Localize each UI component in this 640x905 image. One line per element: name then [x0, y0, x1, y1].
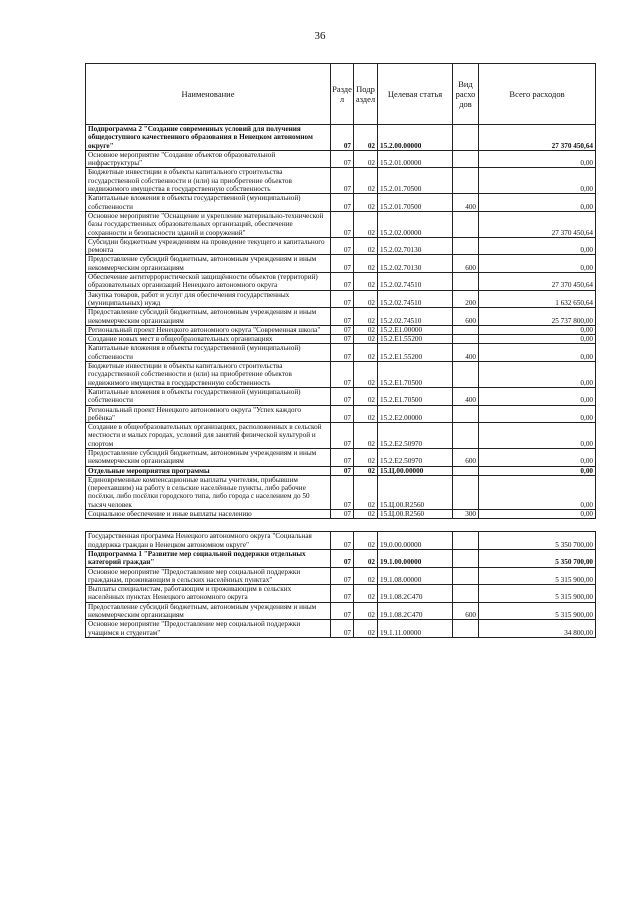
row-name: Капитальные вложения в объекты государственной (муниципальной) собственности: [86, 194, 331, 212]
row-target-article: 15.2.E1.55200: [378, 335, 453, 344]
row-name: Создание в общеобразовательных организациях, расположенных в сельской местности и малых городах, условий для занятий физической культурой и спортом: [86, 423, 331, 449]
row-name: Предоставление субсидий бюджетным, автономным учреждениям и иным некоммерческим организациям: [86, 308, 331, 326]
row-name: Закупка товаров, работ и услуг для обеспечения государственных (муниципальных) нужд: [86, 290, 331, 308]
table-row: [86, 168, 596, 194]
budget-table: [85, 63, 596, 638]
row-name: Предоставление субсидий бюджетным, автономным учреждениям и иным некоммерческим организациям: [86, 448, 331, 466]
row-target-article: 15.2.02.74510: [378, 290, 453, 308]
row-amount: 27 370 450,64: [479, 125, 596, 151]
row-name: Отдельные мероприятия программы: [86, 466, 331, 475]
row-name: Бюджетные инвестиции в объекты капитального строительства государственной собственности и (или) на приобретение объектов недвижимого имущества в государственную собственность: [86, 362, 331, 388]
row-subsection: 02: [354, 335, 378, 344]
row-name: Предоставление субсидий бюджетным, автономным учреждениям и иным некоммерческим организациям: [86, 602, 331, 620]
row-expense-type: 400: [453, 194, 479, 212]
row-subsection: 02: [354, 150, 378, 168]
row-expense-type: [453, 362, 479, 388]
row-amount: 0,00: [479, 387, 596, 405]
row-expense-type: [453, 273, 479, 291]
row-expense-type: 600: [453, 308, 479, 326]
row-name: Подпрограмма 2 "Создание современных условий для получения общедоступного качественного образования в Ненецком автономном округе": [86, 125, 331, 151]
table-row: [86, 405, 596, 423]
row-subsection: 02: [354, 125, 378, 151]
row-expense-type: 400: [453, 387, 479, 405]
row-subsection: 02: [354, 602, 378, 620]
row-amount: 0,00: [479, 405, 596, 423]
row-subsection: 02: [354, 168, 378, 194]
row-target-article: 15.2.02.70130: [378, 255, 453, 273]
row-name: Основное мероприятие "Предоставление мер социальной поддержки учащимся и студентам": [86, 620, 331, 638]
table-row: [86, 325, 596, 334]
row-section: 07: [331, 211, 354, 237]
row-target-article: 15.2.E2.50970: [378, 448, 453, 466]
table-row: [86, 125, 596, 151]
row-name: Единовременные компенсационные выплаты учителям, прибывшим (переехавшим) на работу в сельские населённые пункты, либо рабочие посёлки, либо посёлки городского типа, либо города с населением до 50 тысяч человек: [86, 475, 331, 509]
header-expense-type: Вид расхо дов: [453, 64, 479, 125]
row-amount: 0,00: [479, 510, 596, 519]
row-expense-type: [453, 620, 479, 638]
row-target-article: 15.2.E1.70500: [378, 387, 453, 405]
row-section: 07: [331, 602, 354, 620]
table-row: [86, 308, 596, 326]
row-subsection: 02: [354, 423, 378, 449]
row-section: 07: [331, 405, 354, 423]
row-section: 07: [331, 335, 354, 344]
row-expense-type: [453, 335, 479, 344]
row-expense-type: [453, 405, 479, 423]
table-row: [86, 273, 596, 291]
row-target-article: 15.2.02.74510: [378, 273, 453, 291]
row-target-article: 15.2.E1.70500: [378, 362, 453, 388]
row-section: 07: [331, 344, 354, 362]
row-name: Обеспечение антитеррористической защищённости объектов (территорий) образовательных организаций Ненецкого автономного округа: [86, 273, 331, 291]
row-target-article: 15.2.00.00000: [378, 125, 453, 151]
row-amount: 5 350 700,00: [479, 532, 596, 550]
row-expense-type: [453, 150, 479, 168]
row-subsection: 02: [354, 344, 378, 362]
row-name: Бюджетные инвестиции в объекты капитального строительства государственной собственности и (или) на приобретение объектов недвижимого имущества в государственную собственность: [86, 168, 331, 194]
row-section: 07: [331, 532, 354, 550]
row-section: 07: [331, 273, 354, 291]
row-subsection: 02: [354, 290, 378, 308]
table-row: [86, 602, 596, 620]
table-row: [86, 194, 596, 212]
row-subsection: 02: [354, 387, 378, 405]
table-header-row: [86, 64, 596, 125]
row-amount: 0,00: [479, 475, 596, 509]
row-target-article: 19.1.08.2С470: [378, 602, 453, 620]
row-amount: 5 350 700,00: [479, 549, 596, 567]
row-name: Государственная программа Ненецкого автономного округа "Социальная поддержка граждан в Ненецком автономном округе": [86, 532, 331, 550]
row-amount: 25 737 800,00: [479, 308, 596, 326]
row-section: 07: [331, 387, 354, 405]
row-name: Создание новых мест в общеобразовательных организациях: [86, 335, 331, 344]
row-section: 07: [331, 362, 354, 388]
row-section: 07: [331, 290, 354, 308]
row-target-article: 15.2.02.74510: [378, 308, 453, 326]
row-section: 07: [331, 510, 354, 519]
row-subsection: 02: [354, 510, 378, 519]
header-name: Наименование: [86, 64, 331, 125]
page-number: 36: [314, 30, 326, 42]
row-expense-type: 300: [453, 510, 479, 519]
row-amount: 0,00: [479, 168, 596, 194]
table-row: [86, 290, 596, 308]
row-subsection: 02: [354, 237, 378, 255]
row-expense-type: 400: [453, 344, 479, 362]
row-amount: 1 632 650,64: [479, 290, 596, 308]
row-amount: 0,00: [479, 448, 596, 466]
table-row: [86, 448, 596, 466]
row-subsection: 02: [354, 549, 378, 567]
row-amount: 34 800,00: [479, 620, 596, 638]
table-row: [86, 510, 596, 519]
row-section: 07: [331, 237, 354, 255]
row-amount: 5 315 900,00: [479, 585, 596, 603]
row-name: Основное мероприятие "Оснащение и укрепление материально-технической базы государственных образовательных организаций, обеспечение сохранности и безопасности зданий и сооружений": [86, 211, 331, 237]
header-target-article: Целевая статья: [378, 64, 453, 125]
row-amount: 5 315 900,00: [479, 602, 596, 620]
row-target-article: 15.2.E1.00000: [378, 325, 453, 334]
row-section: 07: [331, 150, 354, 168]
row-subsection: 02: [354, 273, 378, 291]
row-target-article: 15.2.E2.50970: [378, 423, 453, 449]
row-target-article: 15.2.01.70500: [378, 194, 453, 212]
table-row: [86, 344, 596, 362]
row-amount: 0,00: [479, 237, 596, 255]
row-section: 07: [331, 466, 354, 475]
row-expense-type: 200: [453, 290, 479, 308]
row-expense-type: [453, 567, 479, 585]
row-amount: 5 315 900,00: [479, 567, 596, 585]
row-section: 07: [331, 585, 354, 603]
table-row: [86, 387, 596, 405]
row-target-article: 15.2.01.00000: [378, 150, 453, 168]
row-target-article: 15.Ц.00.R2560: [378, 510, 453, 519]
row-section: 07: [331, 549, 354, 567]
row-subsection: 02: [354, 567, 378, 585]
row-section: 07: [331, 125, 354, 151]
row-amount: 0,00: [479, 362, 596, 388]
row-name: Социальное обеспечение и иные выплаты населению: [86, 510, 331, 519]
row-name: Предоставление субсидий бюджетным, автономным учреждениям и иным некоммерческим организациям: [86, 255, 331, 273]
row-subsection: 02: [354, 466, 378, 475]
row-section: 07: [331, 423, 354, 449]
row-expense-type: 600: [453, 255, 479, 273]
row-expense-type: 600: [453, 602, 479, 620]
row-subsection: 02: [354, 362, 378, 388]
row-section: 07: [331, 620, 354, 638]
row-subsection: 02: [354, 475, 378, 509]
row-amount: 0,00: [479, 335, 596, 344]
row-target-article: 19.0.00.00000: [378, 532, 453, 550]
row-section: 07: [331, 255, 354, 273]
row-section: 07: [331, 308, 354, 326]
row-amount: 0,00: [479, 194, 596, 212]
row-section: 07: [331, 325, 354, 334]
row-expense-type: [453, 168, 479, 194]
row-target-article: 15.Ц.00.R2560: [378, 475, 453, 509]
row-expense-type: [453, 475, 479, 509]
row-subsection: 02: [354, 308, 378, 326]
row-subsection: 02: [354, 211, 378, 237]
row-section: 07: [331, 567, 354, 585]
row-target-article: 15.2.01.70500: [378, 168, 453, 194]
table-row: [86, 237, 596, 255]
table-gap-cell: [86, 519, 596, 532]
table-row: [86, 567, 596, 585]
row-amount: 0,00: [479, 466, 596, 475]
row-subsection: 02: [354, 448, 378, 466]
row-name: Региональный проект Ненецкого автономного округа "Успех каждого ребёнка": [86, 405, 331, 423]
row-expense-type: [453, 532, 479, 550]
row-name: Субсидии бюджетным учреждениям на проведение текущего и капитального ремонта: [86, 237, 331, 255]
row-subsection: 02: [354, 532, 378, 550]
row-amount: 0,00: [479, 344, 596, 362]
row-expense-type: [453, 423, 479, 449]
row-amount: 0,00: [479, 150, 596, 168]
row-amount: 0,00: [479, 423, 596, 449]
row-name: Региональный проект Ненецкого автономного округа "Современная школа": [86, 325, 331, 334]
table-row: [86, 620, 596, 638]
row-amount: 27 370 450,64: [479, 211, 596, 237]
table-row: [86, 335, 596, 344]
row-expense-type: [453, 211, 479, 237]
header-subsection: Подр аздел: [354, 64, 378, 125]
table-row: [86, 475, 596, 509]
row-subsection: 02: [354, 255, 378, 273]
row-name: Подпрограмма 1 "Развитие мер социальной поддержки отдельных категорий граждан": [86, 549, 331, 567]
row-subsection: 02: [354, 325, 378, 334]
row-target-article: 19.1.00.00000: [378, 549, 453, 567]
row-section: 07: [331, 168, 354, 194]
table-row: [86, 150, 596, 168]
table-row: [86, 585, 596, 603]
row-amount: 0,00: [479, 325, 596, 334]
row-section: 07: [331, 194, 354, 212]
row-target-article: 19.1.11.00000: [378, 620, 453, 638]
table-row: [86, 549, 596, 567]
row-target-article: 15.2.E2.00000: [378, 405, 453, 423]
table-row: [86, 255, 596, 273]
row-expense-type: [453, 466, 479, 475]
table-row: [86, 211, 596, 237]
row-name: Основное мероприятие "Создание объектов образовательной инфраструктуры": [86, 150, 331, 168]
row-name: Основное мероприятие "Предоставление мер социальной поддержки гражданам, проживающим в сельских населённых пунктах": [86, 567, 331, 585]
row-name: Выплаты специалистам, работающим и проживающим в сельских населённых пунктах Ненецкого автономного округа: [86, 585, 331, 603]
row-expense-type: [453, 585, 479, 603]
row-target-article: 15.2.E1.55200: [378, 344, 453, 362]
row-target-article: 15.Ц.00.00000: [378, 466, 453, 475]
row-target-article: 19.1.08.00000: [378, 567, 453, 585]
row-subsection: 02: [354, 620, 378, 638]
row-expense-type: [453, 237, 479, 255]
row-target-article: 15.2.02.70130: [378, 237, 453, 255]
row-name: Капитальные вложения в объекты государственной (муниципальной) собственности: [86, 387, 331, 405]
table-row: [86, 362, 596, 388]
table-row: [86, 466, 596, 475]
table-row: [86, 532, 596, 550]
row-expense-type: 600: [453, 448, 479, 466]
row-name: Капитальные вложения в объекты государственной (муниципальной) собственности: [86, 344, 331, 362]
table-gap-row: [86, 519, 596, 532]
row-expense-type: [453, 125, 479, 151]
row-subsection: 02: [354, 405, 378, 423]
row-subsection: 02: [354, 194, 378, 212]
row-subsection: 02: [354, 585, 378, 603]
row-section: 07: [331, 448, 354, 466]
table-row: [86, 423, 596, 449]
row-expense-type: [453, 549, 479, 567]
row-section: 07: [331, 475, 354, 509]
row-target-article: 15.2.02.00000: [378, 211, 453, 237]
row-expense-type: [453, 325, 479, 334]
header-section: Разде л: [331, 64, 354, 125]
row-amount: 0,00: [479, 255, 596, 273]
row-amount: 27 370 450,64: [479, 273, 596, 291]
header-total: Всего расходов: [479, 64, 596, 125]
row-target-article: 19.1.08.2С470: [378, 585, 453, 603]
